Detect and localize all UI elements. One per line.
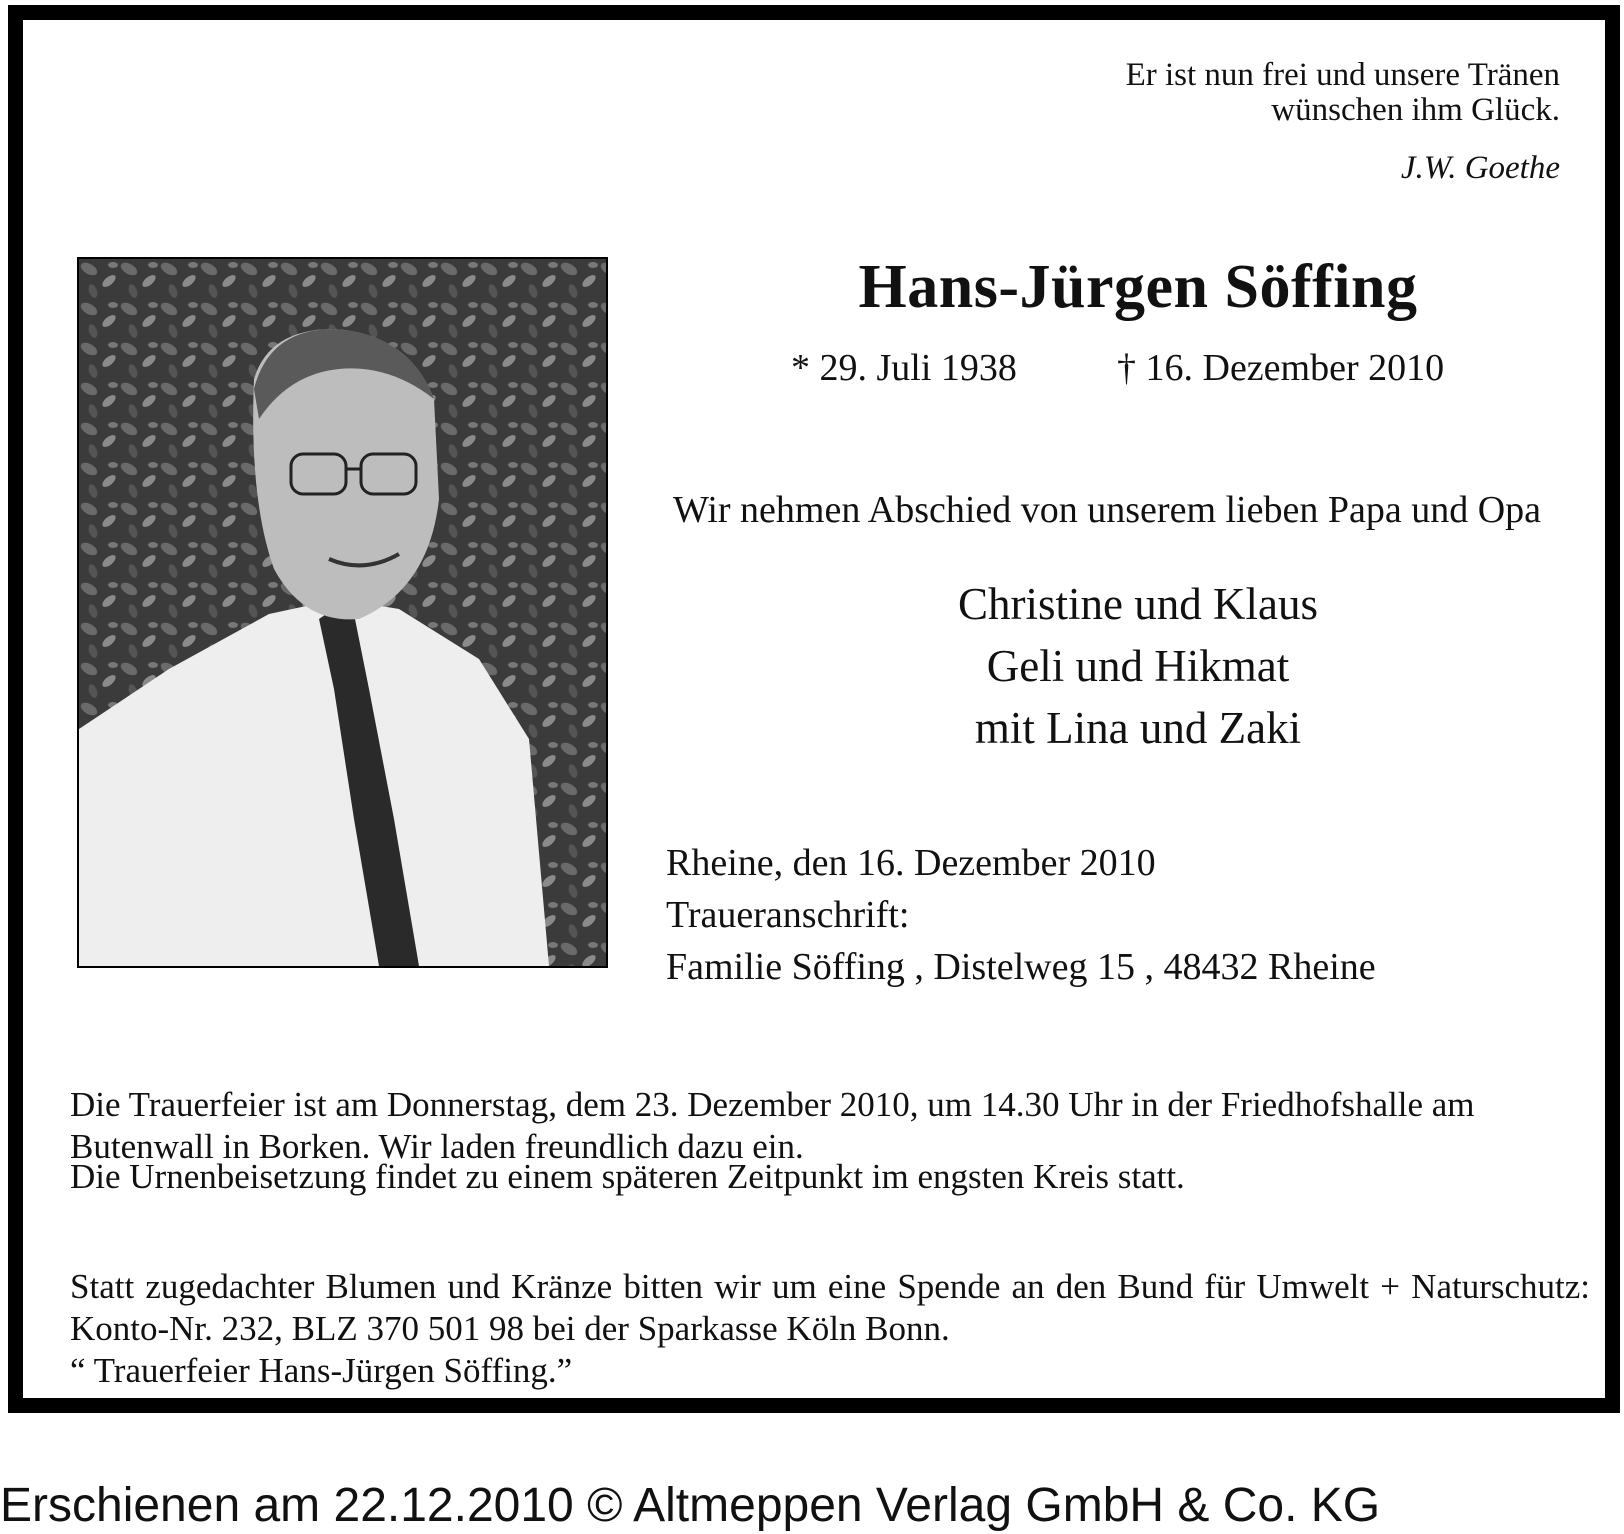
family-line: Geli und Hikmat [986, 641, 1290, 691]
donation-reference: “ Trauerfeier Hans-Jürgen Söffing.” [70, 1351, 573, 1390]
birth-date: * 29. Juli 1938 [791, 347, 1017, 389]
address-label: Traueranschrift: [666, 894, 910, 936]
donation-text: Statt zugedachter Blumen und Kränze bitten wir um eine Spende an den Bund für Umwelt + Naturschutz: Konto-Nr. 232, BLZ 370 501 98 bei der Sparkasse Köln Bonn. [70, 1267, 1590, 1348]
family-names [623, 573, 1624, 759]
quote-line-1: Er ist nun frei und unsere Tränen [1125, 57, 1560, 93]
portrait-photo [77, 257, 608, 968]
donation-paragraph [70, 1266, 1590, 1392]
ceremony-paragraph: Die Trauerfeier ist am Donnerstag, dem 23. Dezember 2010, um 14.30 Uhr in der Friedhofshalle am Butenwall in Borken. Wir laden freundlich dazu ein. [70, 1085, 1475, 1166]
death-date: † 16. Dezember 2010 [1117, 347, 1445, 389]
place-date: Rheine, den 16. Dezember 2010 [666, 842, 1156, 884]
deceased-name: Hans-Jürgen Söffing [858, 253, 1418, 321]
place-and-address [666, 837, 1376, 993]
obituary-frame [8, 5, 1620, 1413]
quote-line-2: wünschen ihm Glück. [1271, 92, 1560, 128]
mourning-address: Familie Söffing , Distelweg 15 , 48432 Rheine [666, 946, 1376, 988]
quote [1126, 58, 1560, 128]
farewell-text: Wir nehmen Abschied von unserem lieben Papa und Opa [673, 489, 1542, 531]
quote-author: J.W. Goethe [1400, 150, 1560, 186]
family-line: Christine und Klaus [958, 579, 1318, 629]
family-line: mit Lina und Zaki [974, 703, 1302, 753]
publication-footer: Erschienen am 22.12.2010 © Altmeppen Verlag GmbH & Co. KG [0, 1479, 1381, 1532]
urn-paragraph: Die Urnenbeisetzung findet zu einem späteren Zeitpunkt im engsten Kreis statt. [70, 1157, 1185, 1196]
